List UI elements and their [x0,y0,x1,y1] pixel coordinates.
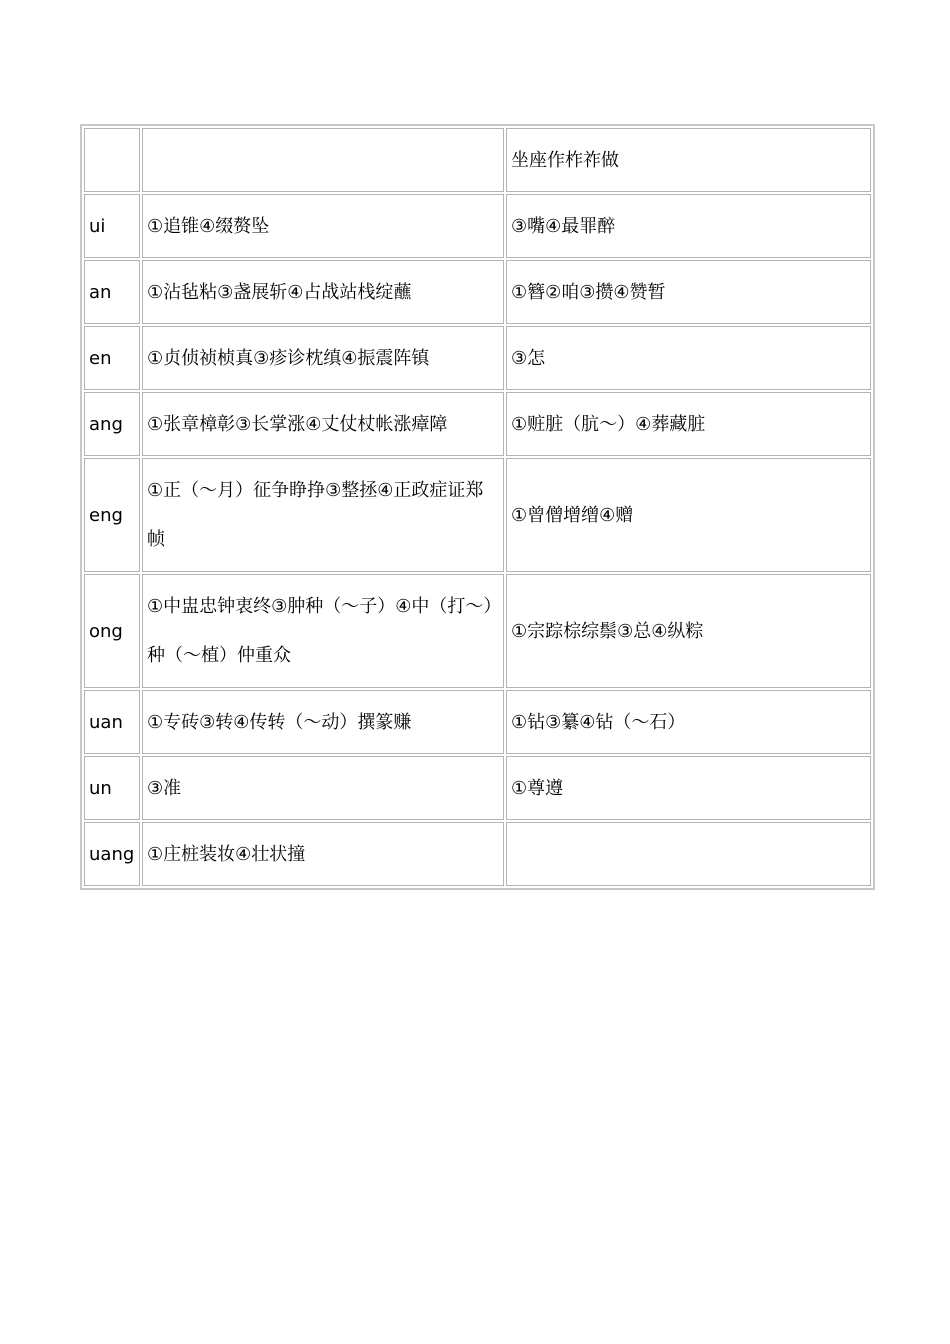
final-cell: uang [84,822,140,886]
zh-characters-cell: ①沾毡粘③盏展斩④占战站栈绽蘸 [142,260,504,324]
table-row [84,128,871,192]
final-cell [84,128,140,192]
final-cell: ong [84,574,140,688]
final-cell: en [84,326,140,390]
z-characters-cell: ①赃脏（肮～）④葬藏脏 [506,392,871,456]
table-row [84,822,871,886]
z-characters-cell: ③嘴④最罪醉 [506,194,871,258]
table-row [84,458,871,572]
table-row [84,756,871,820]
zh-characters-cell: ①中盅忠钟衷终③肿种（～子）④中（打～）种（～植）仲重众 [142,574,504,688]
final-cell: an [84,260,140,324]
final-cell: eng [84,458,140,572]
final-cell: un [84,756,140,820]
z-characters-cell [506,822,871,886]
table-row [84,194,871,258]
z-characters-cell: 坐座作柞祚做 [506,128,871,192]
zh-characters-cell: ①贞侦祯桢真③疹诊枕缜④振震阵镇 [142,326,504,390]
pinyin-final-table [80,124,875,890]
z-characters-cell: ③怎 [506,326,871,390]
table-row [84,574,871,688]
zh-characters-cell: ①专砖③转④传转（～动）撰篆赚 [142,690,504,754]
table-row [84,326,871,390]
final-cell: ang [84,392,140,456]
final-cell: uan [84,690,140,754]
z-characters-cell: ①宗踪棕综鬃③总④纵粽 [506,574,871,688]
table-row [84,690,871,754]
z-characters-cell: ①尊遵 [506,756,871,820]
z-characters-cell: ①曾僧增缯④赠 [506,458,871,572]
zh-characters-cell: ①庄桩装妆④壮状撞 [142,822,504,886]
zh-characters-cell: ①张章樟彰③长掌涨④丈仗杖帐涨瘴障 [142,392,504,456]
final-cell: ui [84,194,140,258]
table-row [84,392,871,456]
table-row [84,260,871,324]
z-characters-cell: ①钻③纂④钻（～石） [506,690,871,754]
zh-characters-cell: ①追锥④缀赘坠 [142,194,504,258]
zh-characters-cell: ①正（～月）征争睁挣③整拯④正政症证郑帧 [142,458,504,572]
zh-characters-cell: ③准 [142,756,504,820]
z-characters-cell: ①簪②咱③攒④赞暂 [506,260,871,324]
zh-characters-cell [142,128,504,192]
